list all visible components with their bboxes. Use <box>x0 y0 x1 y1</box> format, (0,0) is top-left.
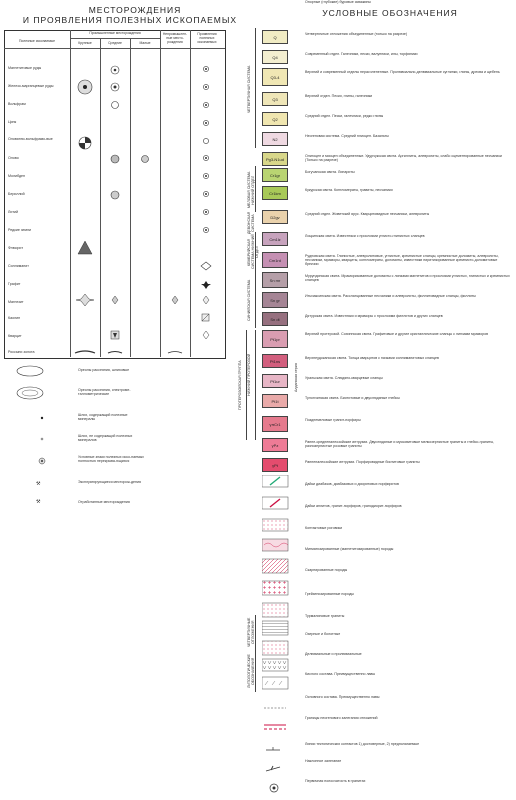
legend-text: Делювиальные и пролювиальные <box>305 652 362 656</box>
tin-tungsten-show-icon <box>203 138 208 143</box>
legend-text: Контактовые роговики <box>305 526 343 530</box>
legend-text: Богучанская свита. Липариты <box>305 170 355 174</box>
group-lower-proterozoic: НИЖНИЙ ПРОТЕРОЗОЙ <box>247 353 251 397</box>
legend-text: Тулончинская свита. Биотитовые и двуслюдяные гнейсы <box>305 396 400 400</box>
row-molybdenum: Молибден <box>8 174 26 178</box>
legend-color-box: Q3 <box>262 92 288 106</box>
concentrate-positive-icon <box>41 417 43 419</box>
legend-text: Верхний и современный отделы нерасчлененные. Пролювиально-делювиальные суглинки, глины, дресва и щебень <box>305 70 500 74</box>
row-graphite: Графит <box>8 282 21 286</box>
legend-text: Верхний протерозой. Сохиннская свита. Графитовые и другие кристаллические сланцы с линзами мраморов <box>305 332 488 336</box>
legend-text: Итычаксинская свита. Рассланцованные песчаники и алевролиты, филлитовидные сланцы, филлиты <box>305 294 476 298</box>
basic-lava-box <box>262 677 288 689</box>
legend-text: Мурундинская свита. Мраморизованные доломиты с линзами магнетитов и прослоями углистых, глинистых и кремнистых сланцев <box>305 274 510 283</box>
dispersion-halo-icon <box>17 366 43 376</box>
legend-text: Грейзенизированные породы <box>305 592 354 596</box>
legend-text: Рудновская свита. Глинистые, алевролитовые, углистые, кремнистые сланцы, кремнистые доломиты, алевролиты, песчаники, мраморы, кварциты, конгломераты, доломиты, известняки пиритизированные кремнисто-доломитовые брекчии <box>305 254 499 267</box>
legend-color-box: D2gv <box>262 210 288 224</box>
note-symbols <box>10 365 80 535</box>
legend-text: Озерные и болотные <box>305 632 341 636</box>
row-quartzite: Кварцит <box>8 334 22 338</box>
row-magnetite: Магнетитовые руды <box>8 66 42 70</box>
legend-color-box: N2 <box>262 132 288 146</box>
header-mineral: Полезные ископаемые <box>19 39 55 43</box>
legend-text: Раннепалеозойские интрузии. Порфировидные биотитовые граниты <box>305 460 420 464</box>
legend-color-box: γPt <box>262 458 288 472</box>
legend-text: Средний отдел. Живетский ярус. Кварцитовидные песчаники, алевролиты <box>305 212 430 216</box>
legend-text: Дайки диабазов, диабазовых и диоритовых порфиритов <box>305 482 399 486</box>
legend-text: Четвертичные отложения объединенные (только на разрезе) <box>305 32 408 36</box>
legend-text: Первичная полосчатость в гранитах <box>305 779 366 783</box>
header-nonindustrial: Непромышлен-ные место-рождения <box>162 32 188 44</box>
quartzite-show-icon <box>203 331 209 339</box>
operating-deposit-icon: ⚒ <box>36 481 41 487</box>
legend-color-box: γπCr1 <box>262 416 288 432</box>
row-sillimanite: Силлиманит <box>8 264 29 268</box>
legend-text: Кукурская свита. Конгломераты, гравиты, песчаники <box>305 188 393 192</box>
greisen-box <box>262 581 288 595</box>
group-lithology: ЛИТОЛОГИЧЕСКИЕ ОБОЗНАЧЕНИЯ <box>247 654 255 688</box>
legend-text: Кислого состава. Преимущественно лавы <box>305 672 376 676</box>
note-overlap: Условные знаки полезных иско-паемых полностью перекрыва-ющихся <box>78 455 144 463</box>
spectrometal-halo-icon <box>17 387 43 399</box>
legend-text: Позднемеловые гранит-порфиры <box>305 418 361 422</box>
gold-placer-nonind-icon <box>168 352 182 354</box>
pattern-legend <box>262 475 290 795</box>
row-tin-tungsten: Оловянно-вольфрамо-вые <box>8 137 53 141</box>
note-operating: Эксплуатирующиеся месторож-дения <box>78 480 141 484</box>
group-quaternary: ЧЕТВЕРТИЧНАЯ СИСТЕМА <box>247 65 251 113</box>
magnesite-medium-icon <box>112 296 118 304</box>
header-medium: Средние <box>108 41 122 45</box>
tourmaline-box <box>262 603 288 617</box>
legend-color-box: Q4 <box>262 50 288 64</box>
magnesite-show-icon <box>203 296 209 304</box>
right-title: УСЛОВНЫЕ ОБОЗНАЧЕНИЯ <box>322 8 458 18</box>
legend-color-box: Pt1ur <box>262 374 288 388</box>
legend-text: Ранне-среднепалеозойские интрузии. Двуслюдяные и мусковитовые мелкозернистые граниты и гнейсо-граниты, разнозернистые розовые граниты <box>305 440 495 449</box>
legend-color-box: Pt1ns <box>262 354 288 368</box>
header-industrial: Промышленные месторождения <box>89 31 141 35</box>
legend-color-box: Pt1t <box>262 394 288 408</box>
row-magnesite: Магнезит <box>8 300 24 304</box>
row-tungsten: Вольфрам <box>8 102 26 106</box>
legend-color-box: Cr1gr <box>262 168 288 182</box>
note-concentrate-neg: Шлих, не содержащий полезных минералов <box>78 434 133 442</box>
group-quat-deposits: ЧЕТВЕРТИЧНЫЕ ОТЛОЖЕНИЯ <box>247 617 255 648</box>
legend-color-box: Pg3-N1ud <box>262 152 288 166</box>
tin-medium-icon <box>111 155 119 163</box>
fluorite-large-icon <box>78 241 92 254</box>
acid-lava-box <box>262 659 288 671</box>
gold-placer-large-icon <box>75 351 95 353</box>
legend-text: Дятурская свита. Известняки и мраморы с прослоями филлитов и других сланцев <box>305 314 443 318</box>
header-shows: Проявления полезных ископаемых <box>197 32 217 44</box>
magnesite-nonind-icon <box>172 296 178 304</box>
tin-small-icon <box>142 156 149 163</box>
legend-color-box: γPz <box>262 438 288 452</box>
legend-color-box: Q3-4 <box>262 68 288 86</box>
note-exhausted: Отработанные месторождения <box>78 500 130 504</box>
legend-text: Лоцкинская свита. Известняки с прослоями углисто-глинистых сланцев <box>305 234 425 238</box>
group-cretaceous: МЕЛОВАЯ СИСТЕМА НИЖНИЙ ОТДЕЛ <box>247 171 255 209</box>
legend-text: Современный отдел. Галечники, пески, валунники, илы, торфяники <box>305 52 418 56</box>
graphite-show-icon <box>201 281 211 289</box>
legend-text: Дайки аплитов, гранит-порфиров, гранодиорит-порфиров <box>305 504 402 508</box>
migmatized-box <box>262 539 288 551</box>
legend-text: Неогеновая система. Средний плиоцен. Базальты <box>305 134 389 138</box>
legend-color-box: Q2 <box>262 112 288 126</box>
note-halo: Ореолы рассеяния, шлиховые <box>78 368 130 372</box>
group-aldan: Алданская серия <box>294 363 298 393</box>
legend-color-box: Sn mr <box>262 272 288 288</box>
legend-color-box: Sn gr <box>262 292 288 308</box>
sillimanite-show-icon <box>201 262 211 270</box>
row-fluorite: Флюорит <box>8 246 24 250</box>
group-proterozoic: ПРОТЕРОЗОЙСКАЯ ГРУППА <box>238 360 242 410</box>
row-zinc: Цинк <box>8 120 17 124</box>
exhausted-deposit-icon: ⚒ <box>36 499 41 505</box>
legend-text: Основного состава. Преимущественно лавы <box>305 695 380 699</box>
row-rare-earths: Редкие земли <box>8 228 32 232</box>
legend-color-box: Cm1rd <box>262 252 288 268</box>
legend-text: Верхний отдел. Пески, глины, галечники <box>305 94 373 98</box>
legend-color-box: Pt1pr <box>262 330 288 348</box>
magnesite-large-icon <box>76 294 94 306</box>
row-gold-placers: Россыпи золота <box>8 350 35 354</box>
banding-symbol-icon <box>266 766 280 771</box>
legend-text: Средний отдел. Пески, галечники, редко глины <box>305 114 384 118</box>
legend-color-box: Cr1km <box>262 186 288 200</box>
legend-text: Границы неогенового залегания отложений <box>305 716 378 720</box>
row-lithium: Литий <box>8 210 19 214</box>
legend-text: Скарнированные породы <box>305 568 348 572</box>
legend-text: Наклонное залегание <box>305 759 342 763</box>
left-title-line2: И ПРОЯВЛЕНИЯ ПОЛЕЗНЫХ ИСКОПАЕМЫХ <box>22 15 238 25</box>
legend-text: Мигматизированные (магнетитизированные) породы <box>305 547 394 551</box>
legend-text: Уральская свита. Слюдяно-кварцевые сланцы <box>305 376 383 380</box>
group-devonian: ДЕВОНСКАЯ СИСТЕМА <box>247 211 255 234</box>
note-concentrate-pos: Шлих, содержащий полезные минералы <box>78 413 128 421</box>
legend-text: Верхнеудоканская свита. Толща кварцитов с пачками силлиманитовых сланцев <box>305 356 439 360</box>
tungsten-medium-icon <box>112 102 119 109</box>
gold-placer-medium-icon <box>108 352 122 354</box>
beryllium-medium-icon <box>111 191 119 199</box>
legend-color-box: Q <box>262 30 288 44</box>
legend-text: Олигоцен и миоцен объединенные. Удурчукская свита. Аргиллиты, алевролиты, слабо сцементированные песчаники (Только на разрезе) <box>305 154 502 163</box>
legend-text: Линии тектонических контактов 1) достоверные, 2) предполагаемые <box>305 742 420 746</box>
group-cambrian: КЕМБРИЙСКАЯ СИСТЕМА НИЖНИЙ ОТДЕЛ <box>247 234 259 270</box>
legend-text: Турмалиновые граниты <box>305 614 345 618</box>
row-tin: Олово <box>8 156 19 160</box>
header-small: Малые <box>139 41 151 45</box>
note-spectro-halo: Ореолы рассеяния, спектроме-таллометрические <box>78 388 131 396</box>
row-iron-manganese: Железо-марганцевые руды <box>8 84 54 88</box>
skarn-box <box>262 559 288 573</box>
header-large: Крупные <box>78 41 92 45</box>
lacustrine-box <box>262 621 288 635</box>
group-sinian: СИНИЙСКАЯ СИСТЕМА <box>247 279 251 321</box>
deluvial-box <box>262 641 288 655</box>
deposit-symbols <box>70 48 225 358</box>
row-kaolin: Каолин <box>8 316 21 320</box>
legend-text: Опорные (глубокие) буровые скважины <box>305 0 371 4</box>
row-beryllium: Бериллий <box>8 192 25 196</box>
left-title-line1: МЕСТОРОЖДЕНИЯ <box>88 5 182 15</box>
dip-symbol-icon <box>266 747 280 750</box>
legend-color-box: Cm1lz <box>262 232 288 246</box>
concentrate-negative-icon <box>41 438 43 440</box>
legend-color-box: Sn dt <box>262 312 288 326</box>
hornfels-box <box>262 519 288 531</box>
